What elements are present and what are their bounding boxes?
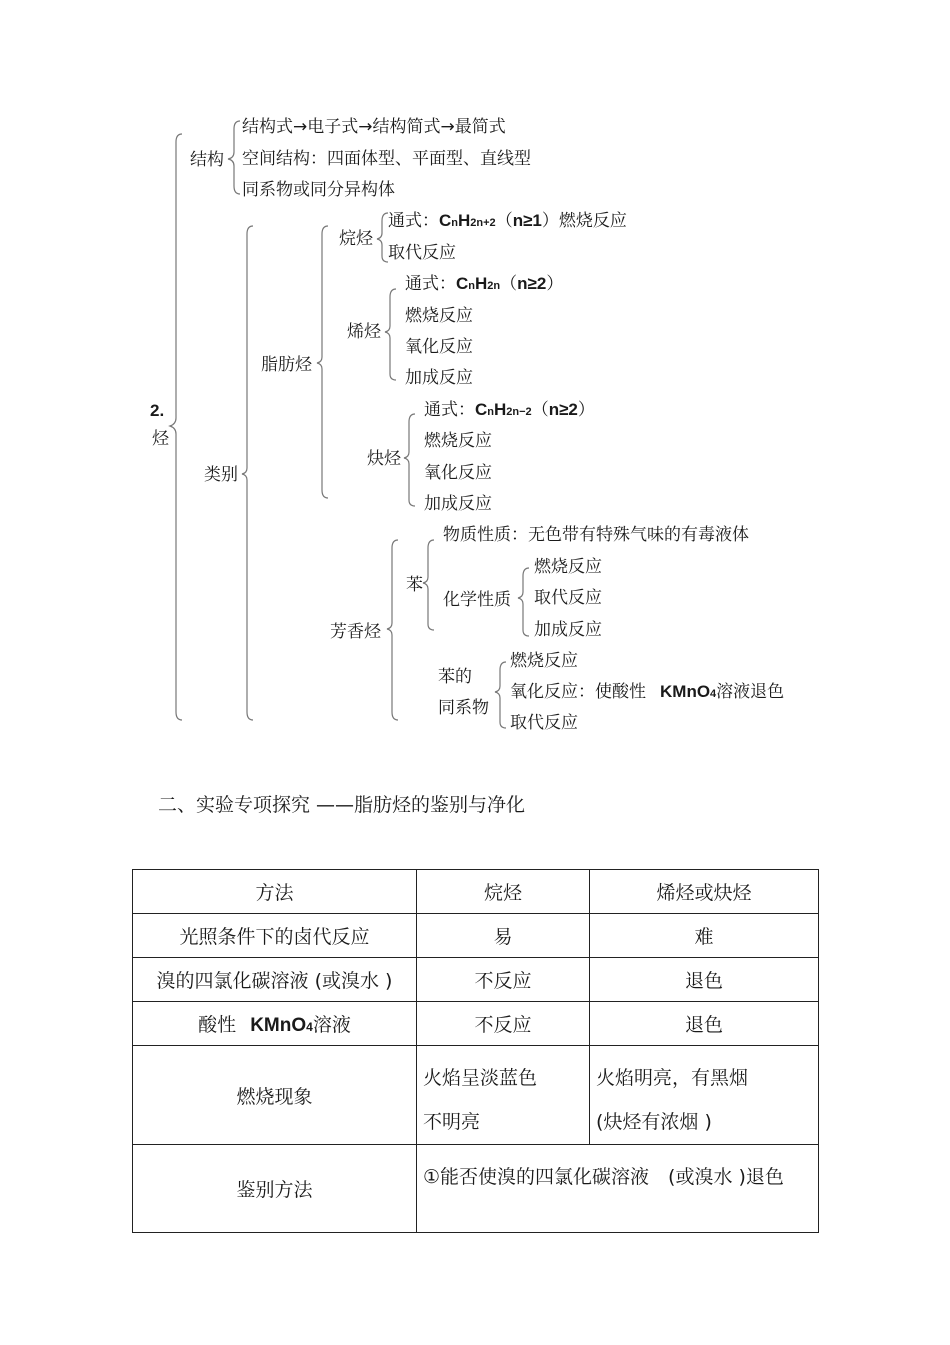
table-row (133, 1145, 819, 1233)
table-cell: 燃烧现象 (133, 1046, 417, 1145)
section-title: 二、实验专项探究 ——脂肪烃的鉴别与净化 (158, 794, 526, 816)
table-row (133, 958, 819, 1002)
table-row (133, 1046, 819, 1145)
alkane-label: 烷烃 (339, 229, 373, 249)
table-cell: 难 (590, 914, 819, 958)
table-cell: 溴的四氯化碳溶液 (或溴水 ) (133, 958, 417, 1002)
root-label: 烃 (152, 429, 169, 449)
benzene-physical: 物质性质：无色带有特殊气味的有毒液体 (443, 525, 749, 545)
alkene-item: 燃烧反应 (405, 306, 473, 326)
homolog-oxidation: 氧化反应：使酸性 KMnO4溶液退色 (510, 682, 785, 702)
alkene-item: 氧化反应 (405, 337, 473, 357)
alkene-item: 加成反应 (405, 368, 473, 388)
section-number: 2. (150, 401, 165, 420)
table-cell: 酸性 KMnO4溶液 (133, 1002, 417, 1046)
table-cell: 火焰明亮，有黑烟 (炔烃有浓烟 ) (590, 1046, 819, 1145)
alkyne-item: 燃烧反应 (424, 431, 492, 451)
homolog-item: 取代反应 (510, 713, 578, 733)
table-cell: 不反应 (417, 1002, 590, 1046)
table-cell: 退色 (590, 958, 819, 1002)
aliphatic-label: 脂肪烃 (261, 355, 312, 375)
table-header: 方法 (133, 870, 417, 914)
alkane-formula: 通式：CnH2n+2（n≥1）燃烧反应 (388, 211, 627, 231)
benzene-chemical-item: 燃烧反应 (534, 557, 602, 577)
alkene-formula: 通式：CnH2n（n≥2） (405, 274, 564, 294)
alkane-item: 取代反应 (388, 243, 456, 263)
alkyne-label: 炔烃 (367, 449, 401, 469)
table-cell: 退色 (590, 1002, 819, 1046)
alkyne-formula: 通式：CnH2n−2（n≥2） (424, 400, 595, 420)
benzene-label: 苯 (406, 575, 423, 595)
alkyne-item: 加成反应 (424, 494, 492, 514)
table-cell: ①能否使溴的四氯化碳溶液 (或溴水 )退色 (417, 1145, 819, 1233)
alkene-label: 烯烃 (347, 322, 381, 342)
comparison-table (132, 869, 819, 1233)
homolog-label: 苯的 (438, 667, 472, 687)
structure-label: 结构 (190, 150, 224, 170)
homolog-item: 燃烧反应 (510, 651, 578, 671)
table-header: 烷烃 (417, 870, 590, 914)
homolog-label: 同系物 (438, 698, 489, 718)
table-row (133, 1002, 819, 1046)
table-cell: 光照条件下的卤代反应 (133, 914, 417, 958)
table-cell: 鉴别方法 (133, 1145, 417, 1233)
category-label: 类别 (204, 465, 238, 485)
table-cell: 火焰呈淡蓝色 不明亮 (417, 1046, 590, 1145)
benzene-chemical-item: 取代反应 (534, 588, 602, 608)
table-header-row (133, 870, 819, 914)
aromatic-label: 芳香烃 (330, 622, 381, 642)
table-row (133, 914, 819, 958)
benzene-chemical-label: 化学性质 (443, 590, 511, 610)
table-header: 烯烃或炔烃 (590, 870, 819, 914)
structure-item: 结构式→电子式→结构简式→最简式 (242, 117, 506, 137)
benzene-chemical-item: 加成反应 (534, 620, 602, 640)
table-cell: 不反应 (417, 958, 590, 1002)
alkyne-item: 氧化反应 (424, 463, 492, 483)
structure-item: 空间结构：四面体型、平面型、直线型 (242, 149, 531, 169)
structure-item: 同系物或同分异构体 (242, 180, 395, 200)
table-cell: 易 (417, 914, 590, 958)
